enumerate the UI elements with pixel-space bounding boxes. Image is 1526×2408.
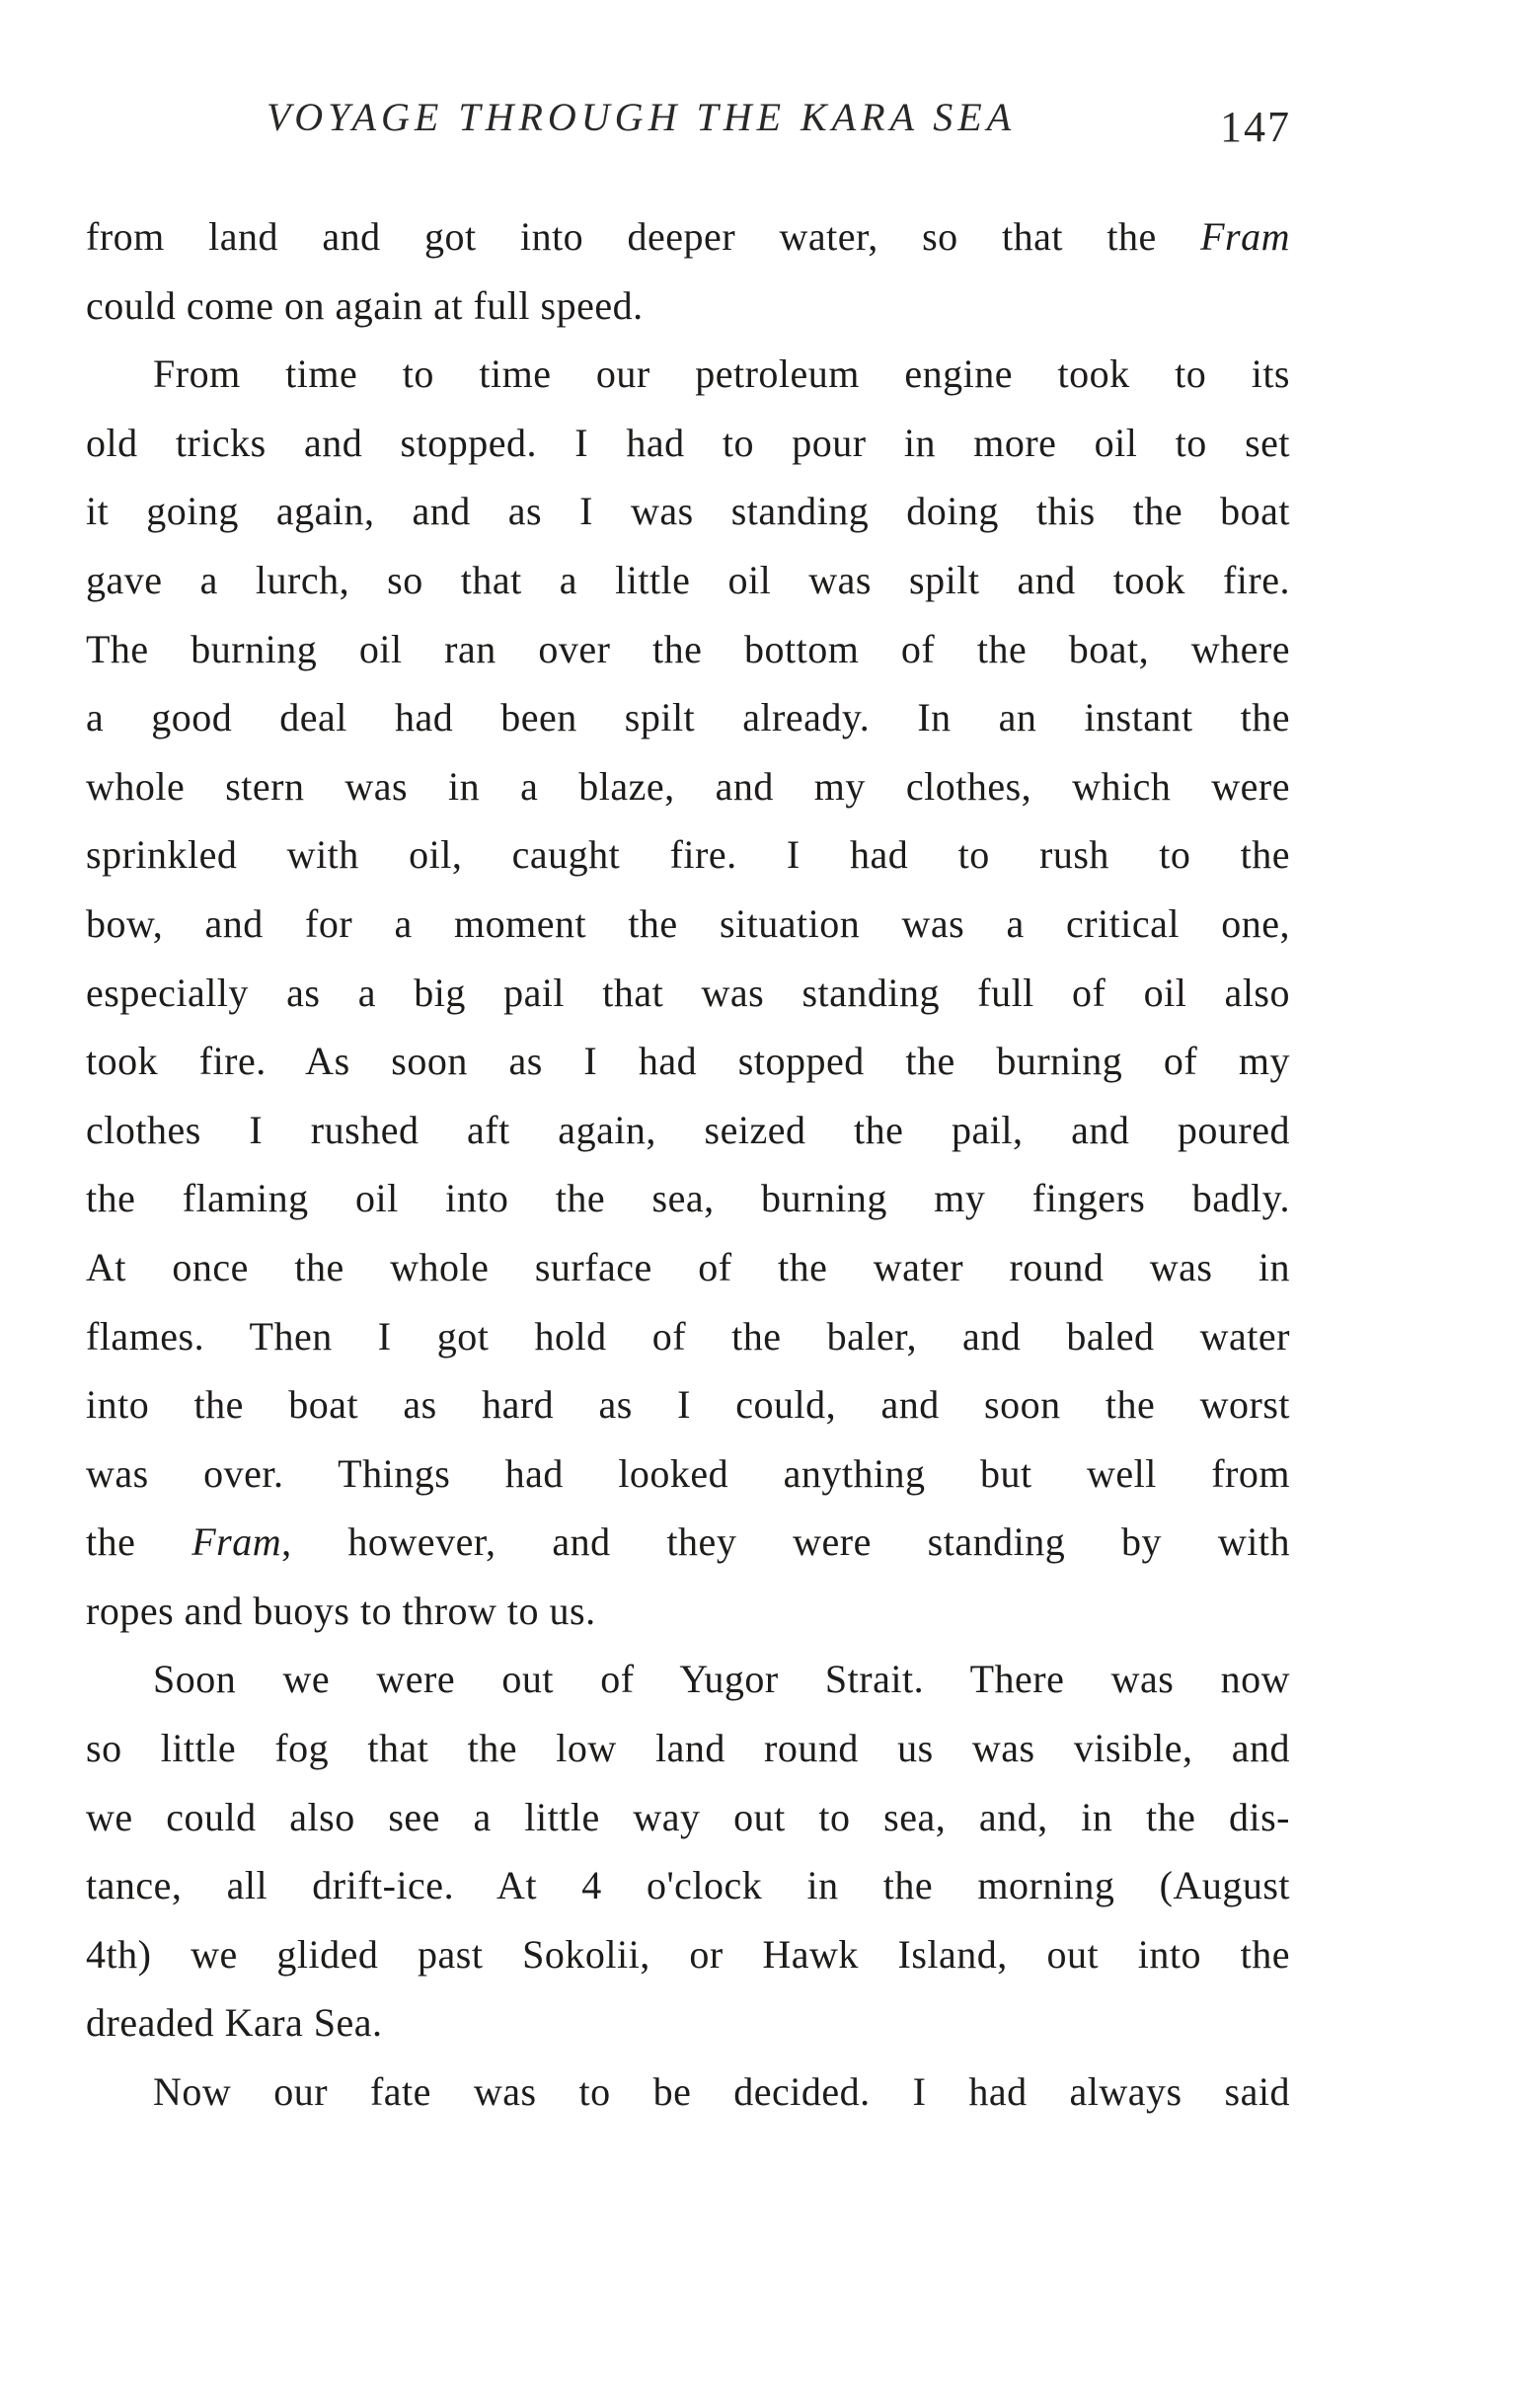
text-line: flames. Then I got hold of the baler, and baled water	[86, 1313, 1290, 1359]
text-line: tance, all drift-ice. At 4 o'clock in the morning (August	[86, 1863, 1290, 1908]
text-line: clothes I rushed aft again, seized the pail, and poured	[86, 1107, 1290, 1152]
text-line: sprinkled with oil, caught fire. I had to rush to the	[86, 832, 1290, 878]
body-text	[86, 202, 1290, 2127]
text-line: The burning oil ran over the bottom of the boat, where	[86, 626, 1290, 671]
text-line: At once the whole surface of the water round was in	[86, 1244, 1290, 1289]
text-line: gave a lurch, so that a little oil was spilt and took fire.	[86, 557, 1290, 602]
text-line: whole stern was in a blaze, and my clothes, which were	[86, 763, 1290, 809]
text-line: the Fram, however, and they were standing by with	[86, 1519, 1290, 1565]
text-line: into the boat as hard as I could, and soon the worst	[86, 1382, 1290, 1428]
paragraph-start: Soon we were out of Yugor Strait. There was now	[153, 1657, 1290, 1702]
text-line: it going again, and as I was standing doing this the boat	[86, 489, 1290, 534]
text-line: the flaming oil into the sea, burning my fingers badly.	[86, 1176, 1290, 1221]
text-line: took fire. As soon as I had stopped the burning of my	[86, 1039, 1290, 1084]
text-line: especially as a big pail that was standing full of oil also	[86, 970, 1290, 1015]
text-line: could come on again at full speed.	[86, 282, 644, 328]
ship-name: Fram	[191, 1519, 282, 1565]
paragraph-start: Now our fate was to be decided. I had always said	[153, 2069, 1290, 2115]
running-head: VOYAGE THROUGH THE KARA SEA	[267, 95, 1017, 139]
text-line: bow, and for a moment the situation was a critical one,	[86, 900, 1290, 946]
text-line: 4th) we glided past Sokolii, or Hawk Island, out into the	[86, 1931, 1290, 1977]
page-number: 147	[1220, 103, 1291, 151]
text-line: was over. Things had looked anything but well from	[86, 1450, 1290, 1496]
text-line: dreaded Kara Sea.	[86, 2000, 383, 2046]
text-line: from land and got into deeper water, so that the Fram	[86, 214, 1290, 259]
text-line: old tricks and stopped. I had to pour in more oil to set	[86, 420, 1290, 465]
paragraph-start: From time to time our petroleum engine took to its	[153, 351, 1290, 397]
ship-name: Fram	[1200, 214, 1290, 259]
text-line: ropes and buoys to throw to us.	[86, 1588, 596, 1633]
text-line: we could also see a little way out to sea, and, in the dis-	[86, 1794, 1290, 1839]
text-line: so little fog that the low land round us was visible, and	[86, 1726, 1290, 1771]
text-line: a good deal had been spilt already. In an instant the	[86, 695, 1290, 740]
